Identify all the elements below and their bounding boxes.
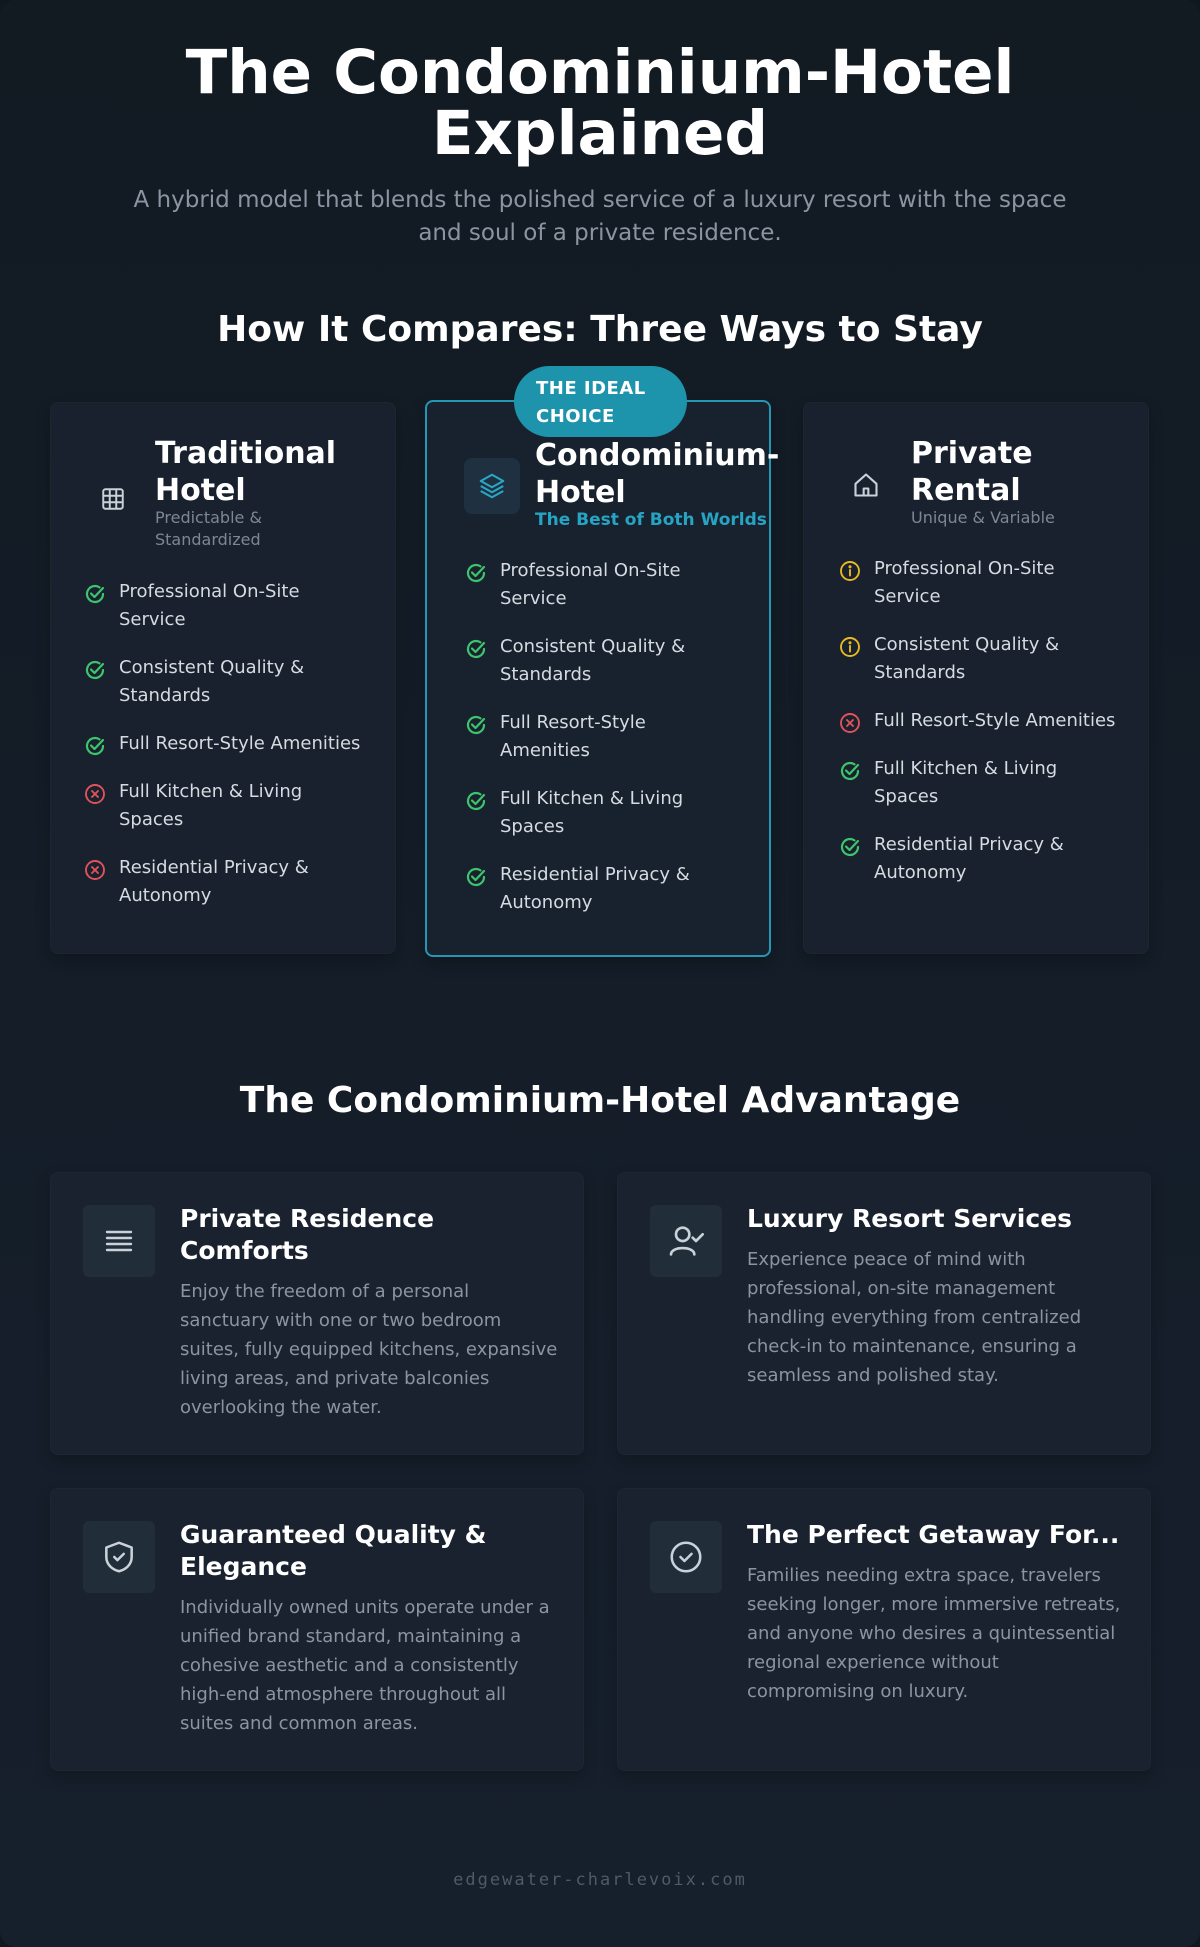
- advantage-heading: The Condominium-Hotel Advantage: [239, 1080, 961, 1121]
- info-circle-icon: [838, 635, 862, 659]
- feature-item: [119, 854, 349, 910]
- feature-item: [500, 709, 700, 765]
- advantage-card: [50, 1488, 584, 1771]
- check-circle-icon: [464, 713, 488, 737]
- advantage-body: Individually owned units operate under a unified brand standard, maintaining a cohesive aesthetic and a consistently high-end atmosphere throughout all suites and common areas.: [180, 1597, 550, 1734]
- layers-icon: [464, 458, 520, 514]
- house-icon: [846, 465, 886, 505]
- feature-label: Full Resort-Style Amenities: [874, 710, 1116, 731]
- ideal-choice-badge: THE IDEAL CHOICE: [514, 366, 687, 437]
- advantage-title: The Perfect Getaway For...: [747, 1520, 1120, 1549]
- menu-lines-icon: [83, 1205, 155, 1277]
- check-circle-icon: [464, 789, 488, 813]
- feature-label: Residential Privacy & Autonomy: [874, 834, 1064, 883]
- feature-label: Consistent Quality & Standards: [500, 636, 686, 685]
- check-circle-icon: [83, 582, 107, 606]
- feature-label: Residential Privacy & Autonomy: [500, 864, 690, 913]
- hotel-building-icon: [93, 479, 133, 519]
- info-circle-icon: [838, 559, 862, 583]
- circle-check-icon: [650, 1521, 722, 1593]
- shield-check-icon: [83, 1521, 155, 1593]
- check-circle-icon: [464, 637, 488, 661]
- card-title: [911, 435, 1101, 509]
- check-circle-icon: [83, 658, 107, 682]
- feature-item: [500, 557, 720, 613]
- advantage-card: [50, 1172, 584, 1455]
- feature-item: [874, 831, 1104, 887]
- advantage-title: Luxury Resort Services: [747, 1204, 1073, 1233]
- feature-label: Full Kitchen & Living Spaces: [119, 781, 303, 830]
- advantage-card: [617, 1488, 1151, 1771]
- page-subtitle: A hybrid model that blends the polished service of a luxury resort with the space and soul of a private residence.: [133, 187, 1067, 246]
- feature-label: Professional On-Site Service: [500, 560, 681, 609]
- advantage-card: [617, 1172, 1151, 1455]
- x-circle-icon: [838, 711, 862, 735]
- advantage-title: Private Residence Comforts: [180, 1204, 435, 1265]
- x-circle-icon: [83, 858, 107, 882]
- check-circle-icon: [464, 561, 488, 585]
- feature-label: Full Resort-Style Amenities: [500, 712, 646, 761]
- check-circle-icon: [83, 734, 107, 758]
- feature-item: [500, 861, 720, 917]
- feature-label: Residential Privacy & Autonomy: [119, 857, 309, 906]
- card-title-text: Condominium-Hotel: [535, 438, 780, 510]
- check-circle-icon: [838, 835, 862, 859]
- feature-item: [500, 785, 720, 841]
- card-subtitle: Predictable & Standardized: [155, 508, 262, 549]
- card-title-text: Traditional Hotel: [155, 436, 337, 508]
- feature-label: Professional On-Site Service: [874, 558, 1055, 607]
- feature-item: [874, 707, 1134, 735]
- advantage-body: Experience peace of mind with professional, on-site management handling everything from centralized check-in to maintenance, ensuring a seamless and polished stay.: [747, 1249, 1082, 1386]
- feature-item: [119, 578, 349, 634]
- private-rental-card: [803, 402, 1149, 954]
- footer-domain: edgewater-charlevoix.com: [453, 1870, 747, 1890]
- feature-label: Consistent Quality & Standards: [874, 634, 1060, 683]
- feature-label: Full Resort-Style Amenities: [119, 733, 361, 754]
- advantage-title: Guaranteed Quality & Elegance: [180, 1520, 487, 1581]
- page-title: The Condominium-Hotel Explained: [185, 37, 1015, 169]
- card-title-text: Private Rental: [911, 436, 1033, 508]
- traditional-hotel-card: [50, 402, 396, 954]
- feature-item: [119, 654, 349, 710]
- check-circle-icon: [464, 865, 488, 889]
- check-circle-icon: [838, 759, 862, 783]
- feature-item: [874, 755, 1094, 811]
- x-circle-icon: [83, 782, 107, 806]
- card-subtitle: Unique & Variable: [911, 508, 1055, 527]
- feature-label: Full Kitchen & Living Spaces: [500, 788, 684, 837]
- condominium-hotel-card: [425, 400, 780, 957]
- advantage-body: Families needing extra space, travelers seeking longer, more immersive retreats, and anyone who desires a quintessential regional experience without compromising on luxury.: [747, 1565, 1121, 1702]
- feature-item: [500, 633, 720, 689]
- feature-item: [119, 778, 349, 834]
- card-title: [155, 435, 345, 509]
- comparison-heading: How It Compares: Three Ways to Stay: [217, 309, 983, 350]
- feature-label: Full Kitchen & Living Spaces: [874, 758, 1058, 807]
- feature-label: Professional On-Site Service: [119, 581, 300, 630]
- feature-label: Consistent Quality & Standards: [119, 657, 305, 706]
- feature-item: [119, 730, 379, 758]
- card-title: [535, 437, 780, 511]
- card-subtitle: The Best of Both Worlds: [535, 510, 767, 530]
- user-check-icon: [650, 1205, 722, 1277]
- advantage-body: Enjoy the freedom of a personal sanctuary with one or two bedroom suites, fully equipped kitchens, expansive living areas, and private balconies overlooking the water.: [180, 1281, 558, 1418]
- feature-item: [874, 631, 1094, 687]
- feature-item: [874, 555, 1094, 611]
